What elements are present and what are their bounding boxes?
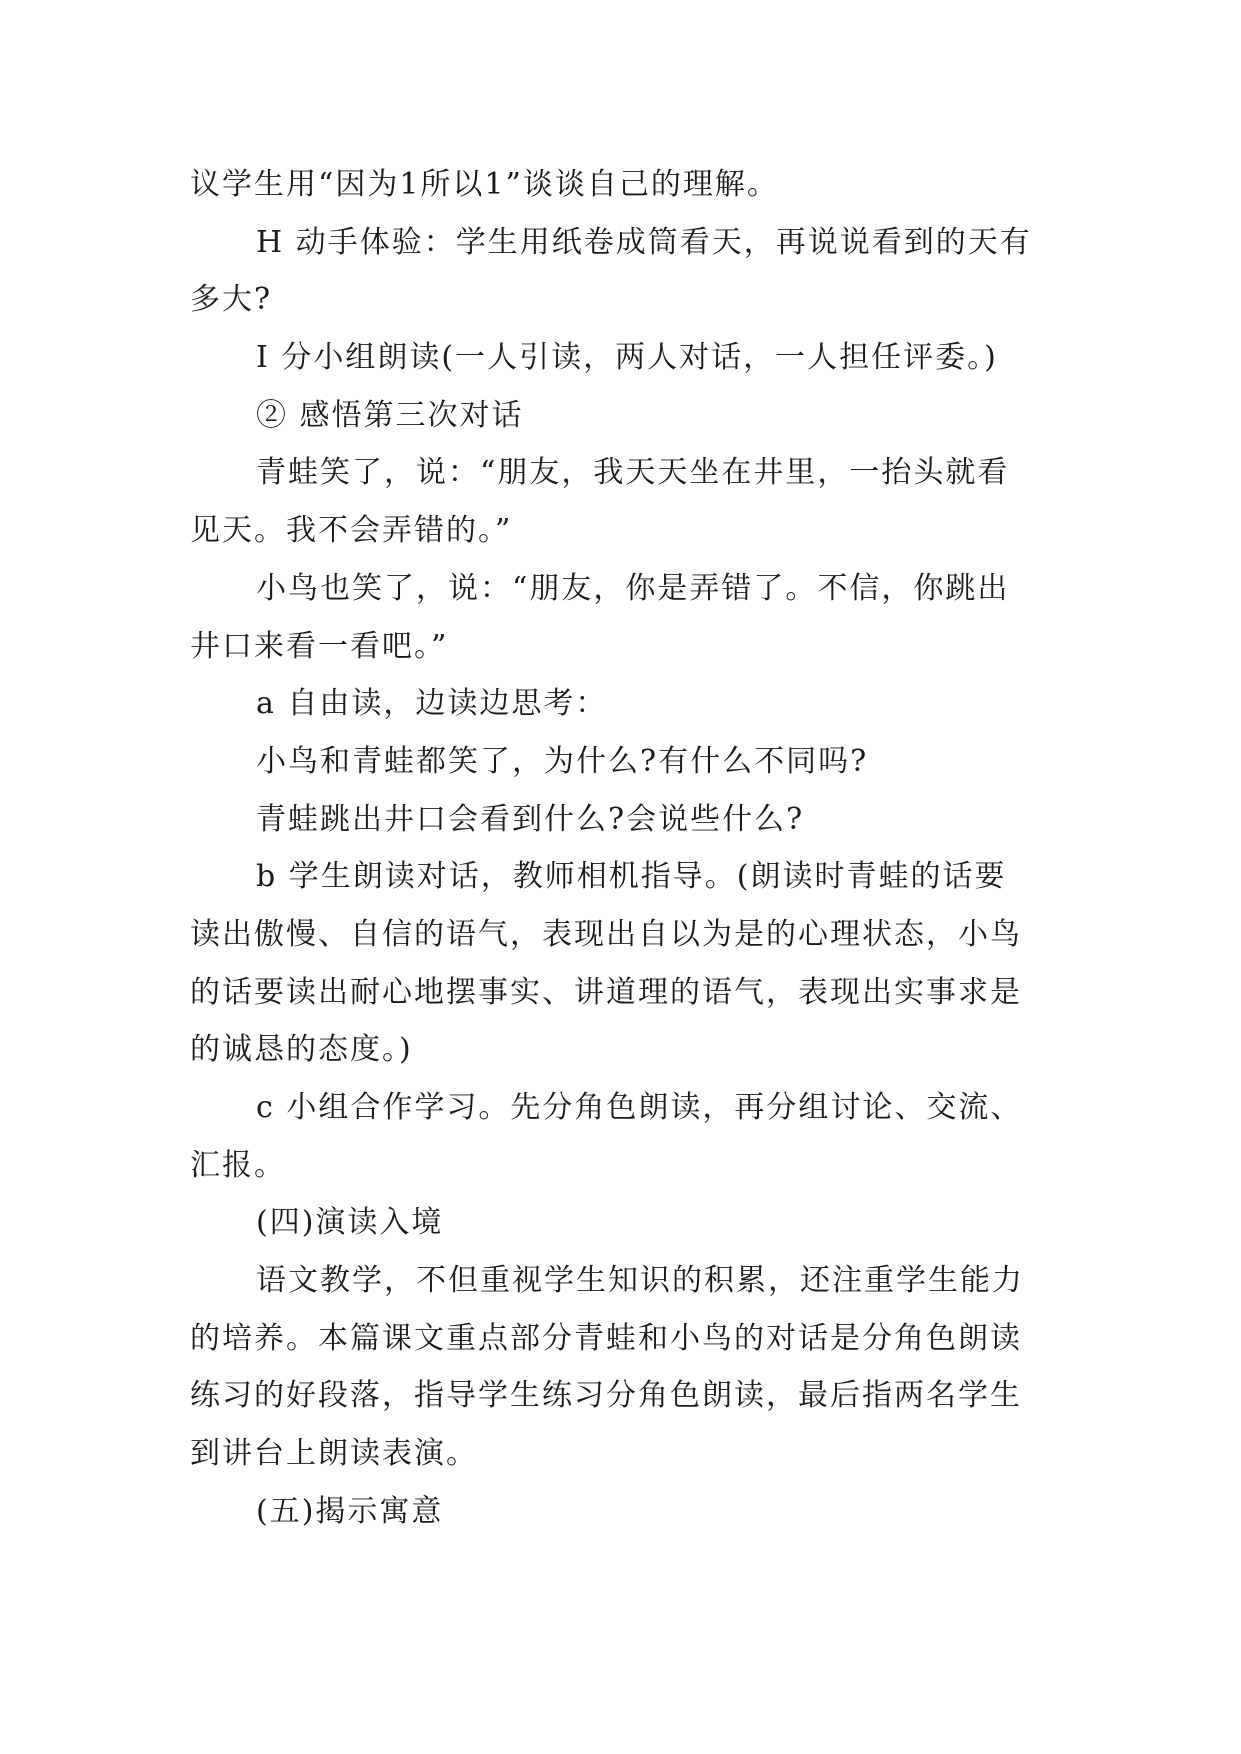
text-line: 的培养。本篇课文重点部分青蛙和小鸟的对话是分角色朗读 — [190, 1320, 1022, 1356]
text-line: ② 感悟第三次对话 — [256, 397, 524, 433]
text-line: (四)演读入境 — [256, 1205, 444, 1241]
text-line: 见天。我不会弄错的。” — [190, 513, 513, 549]
document-page — [190, 156, 1070, 1541]
text-line: 小鸟和青蛙都笑了，为什么?有什么不同吗? — [256, 743, 869, 779]
text-line: 青蛙跳出井口会看到什么?会说些什么? — [256, 801, 805, 837]
text-line: 小鸟也笑了，说：“朋友，你是弄错了。不信，你跳出 — [256, 570, 1010, 606]
text-line: 的话要读出耐心地摆事实、讲道理的语气，表现出实事求是 — [190, 974, 1022, 1010]
text-line: c 小组合作学习。先分角色朗读，再分组讨论、交流、 — [256, 1090, 1023, 1125]
text-line: 青蛙笑了，说：“朋友，我天天坐在井里，一抬头就看 — [256, 455, 1010, 491]
text-line: (五)揭示寓意 — [256, 1493, 444, 1529]
text-line: 汇报。 — [190, 1147, 286, 1183]
text-line: 到讲台上朗读表演。 — [190, 1436, 478, 1472]
text-line: 练习的好段落，指导学生练习分角色朗读，最后指两名学生 — [190, 1378, 1022, 1414]
text-line: b 学生朗读对话，教师相机指导。(朗读时青蛙的话要 — [256, 859, 1007, 895]
text-line: 多大? — [190, 282, 273, 318]
text-line: I 分小组朗读(一人引读，两人对话，一人担任评委。) — [256, 340, 998, 376]
text-line: H 动手体验：学生用纸卷成筒看天，再说说看到的天有 — [256, 224, 1032, 260]
text-line: 的诚恳的态度。) — [190, 1032, 413, 1068]
text-line: 井口来看一看吧。” — [190, 628, 449, 664]
text-line: a 自由读，边读边思考： — [256, 686, 608, 722]
text-line: 议学生用“因为1所以1”谈谈自己的理解。 — [190, 167, 779, 202]
text-line: 语文教学，不但重视学生知识的积累，还注重学生能力 — [256, 1263, 1024, 1299]
text-line: 读出傲慢、自信的语气，表现出自以为是的心理状态，小鸟 — [190, 916, 1022, 952]
